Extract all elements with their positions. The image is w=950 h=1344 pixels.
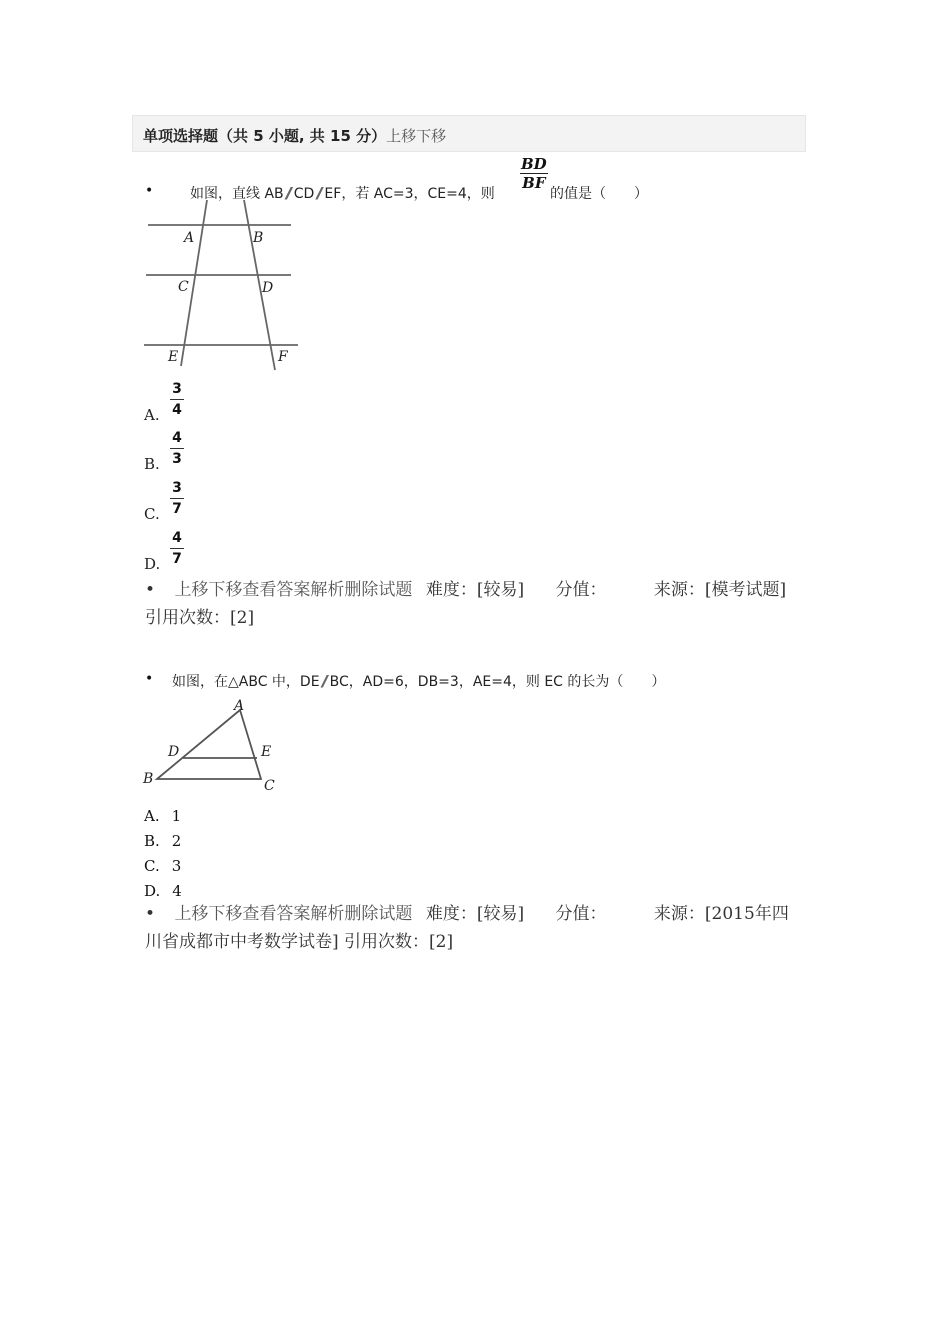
q2-option-c[interactable] (144, 854, 182, 879)
q2-option-a[interactable] (144, 804, 182, 829)
q1-bullet: • (145, 183, 154, 199)
fig-label-f: F (278, 349, 288, 365)
q1-option-a-den: 4 (172, 402, 182, 418)
q2-option-c-letter: C. (144, 857, 160, 875)
q2-stem-prefix: 如图，在△ABC 中，DE (172, 674, 320, 690)
q2-cited: 引用次数：[2] (344, 932, 454, 952)
q1-ratio-numerator: BD (521, 155, 547, 173)
fig-label-d: D (262, 280, 274, 296)
q1-stem-seg3: EF，若 AC=3，CE=4，则 (324, 186, 495, 202)
q1-option-c-letter[interactable]: C. (144, 505, 160, 523)
q1-option-d-num: 4 (170, 528, 184, 549)
q1-option-b-num: 4 (170, 428, 184, 449)
q2-score: 分值： (555, 904, 607, 924)
fig-label-d: D (168, 744, 180, 760)
fig-label-e: E (261, 744, 272, 760)
q2-meta-bullet: • (145, 904, 156, 924)
parallel-symbol: // (285, 184, 288, 202)
q2-difficulty: 难度：[较易] (425, 904, 525, 924)
q2-option-b-value: 2 (171, 832, 182, 850)
q2-stem (172, 671, 665, 691)
q1-figure (140, 198, 305, 373)
fig-label-c: C (264, 778, 275, 794)
q2-bullet: • (145, 671, 154, 687)
parallel-symbol: // (316, 184, 319, 202)
section-title-text: 单项选择题（共 5 小题, 共 15 分） (143, 127, 387, 145)
q1-score: 分值： (555, 580, 607, 600)
q1-meta-bullet: • (145, 580, 156, 600)
q2-option-a-letter: A. (144, 807, 160, 825)
q1-option-c-num: 3 (170, 478, 184, 499)
q2-options (144, 804, 182, 904)
q1-option-b-den: 3 (172, 451, 182, 467)
move-up-down-link[interactable]: 上移下移 (386, 127, 447, 145)
q1-stem-seg2: CD (293, 186, 315, 202)
section-header (132, 115, 806, 152)
q1-option-d-letter[interactable]: D. (144, 555, 161, 573)
fig-label-b: B (253, 230, 264, 246)
q1-option-c-fraction[interactable] (170, 478, 184, 519)
q1-option-d-fraction[interactable] (170, 528, 184, 569)
q2-stem-suffix: BC，AD=6，DB=3，AE=4，则 EC 的长为（ ） (329, 674, 666, 690)
fig-label-c: C (178, 279, 189, 295)
q1-option-d-den: 7 (172, 551, 182, 567)
fig-label-b: B (143, 771, 154, 787)
q1-stem-suffix: 的值是（ ） (550, 186, 648, 202)
q1-actions-links[interactable]: 上移下移查看答案解析删除试题 (174, 580, 413, 600)
q2-figure (140, 696, 280, 796)
q1-ratio-denominator: BF (522, 174, 546, 192)
section-title (143, 125, 446, 146)
q1-meta (145, 576, 805, 632)
q1-ratio-fraction (520, 155, 548, 192)
q2-option-c-value: 3 (171, 857, 182, 875)
q2-option-b[interactable] (144, 829, 182, 854)
q1-option-b-letter[interactable]: B. (144, 455, 160, 473)
q2-option-a-value: 1 (171, 807, 182, 825)
q2-source: 来源：[2015年四川省成都市中考数学试卷] (145, 904, 789, 952)
q1-option-b-fraction[interactable] (170, 428, 184, 469)
q1-cited: 引用次数：[2] (145, 608, 255, 628)
q1-option-a-num: 3 (170, 379, 184, 400)
q1-stem-prefix: 如图，直线 AB (190, 186, 284, 202)
fig-label-e: E (168, 349, 179, 365)
q1-option-a-letter[interactable]: A. (144, 406, 160, 424)
fig-label-a: A (184, 230, 195, 246)
q1-source: 来源：[模考试题] (653, 580, 787, 600)
q2-option-d-value: 4 (172, 882, 182, 900)
q2-option-d-letter: D. (144, 882, 161, 900)
q2-option-b-letter: B. (144, 832, 160, 850)
q1-option-a-fraction[interactable] (170, 379, 184, 420)
fig-label-a: A (234, 698, 245, 714)
parallel-symbol: // (321, 672, 324, 690)
q2-actions-links[interactable]: 上移下移查看答案解析删除试题 (174, 904, 413, 924)
q1-difficulty: 难度：[较易] (425, 580, 525, 600)
q1-option-c-den: 7 (172, 501, 182, 517)
q2-meta (145, 900, 805, 956)
